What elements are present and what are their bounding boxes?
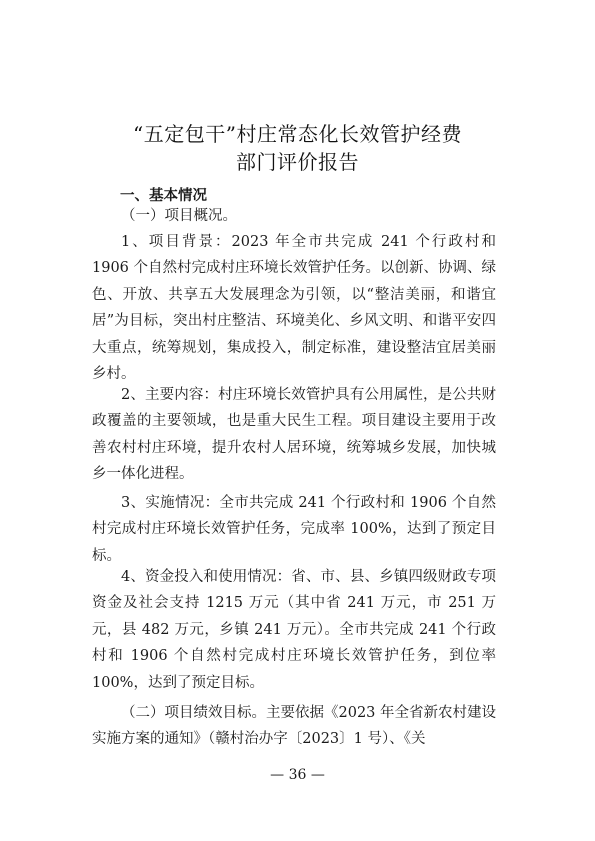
paragraph-main-content: 2、主要内容：村庄环境长效管护具有公用属性，是公共财政覆盖的主要领域，也是重大民生工程。项目建设主要用于改善农村村庄环境，提升农村人居环境，统筹城乡发展，加快城乡一体化进程。 bbox=[92, 387, 496, 483]
section-heading: 一、基本情况 bbox=[120, 188, 207, 204]
paragraph-funding: 4、资金投入和使用情况：省、市、县、乡镇四级财政专项资金及社会支持 1215 万元（其中省 241 万元，市 251 万元，县 482 万元，乡镇 241 万元）。全市共完成 241 个行政村和 1906 个自然村完成村庄环境长效管护任务，到位率 100%，达到了预定目标。 bbox=[92, 569, 496, 691]
document-title-line-1: “五定包干”村庄常态化长效管护经费 bbox=[133, 122, 462, 146]
paragraph-performance-goals: （二）项目绩效目标。主要依据《2023 年全省新农村建设实施方案的通知》（赣村治办字〔2023〕1 号）、《关 bbox=[92, 705, 497, 748]
document-title-line-2: 部门评价报告 bbox=[236, 150, 359, 174]
paragraph-implementation: 3、实施情况：全市共完成 241 个行政村和 1906 个自然村完成村庄环境长效管护任务，完成率 100%，达到了预定目标。 bbox=[92, 495, 496, 564]
page-number: — 36 — bbox=[270, 767, 325, 783]
paragraph-project-background: 1、项目背景：2023 年全市共完成 241 个行政村和 1906 个自然村完成村庄环境长效管护任务。以创新、协调、绿色、开放、共享五大发展理念为引领，以“整洁美丽，和谐宜居”为目标，突出村庄整洁、环境美化、乡风文明、和谐平安四大重点，统筹规划，集成投入，制定标准，建设整洁宜居美丽乡村。 bbox=[92, 234, 497, 383]
subsection-heading: （一）项目概况。 bbox=[121, 208, 237, 224]
